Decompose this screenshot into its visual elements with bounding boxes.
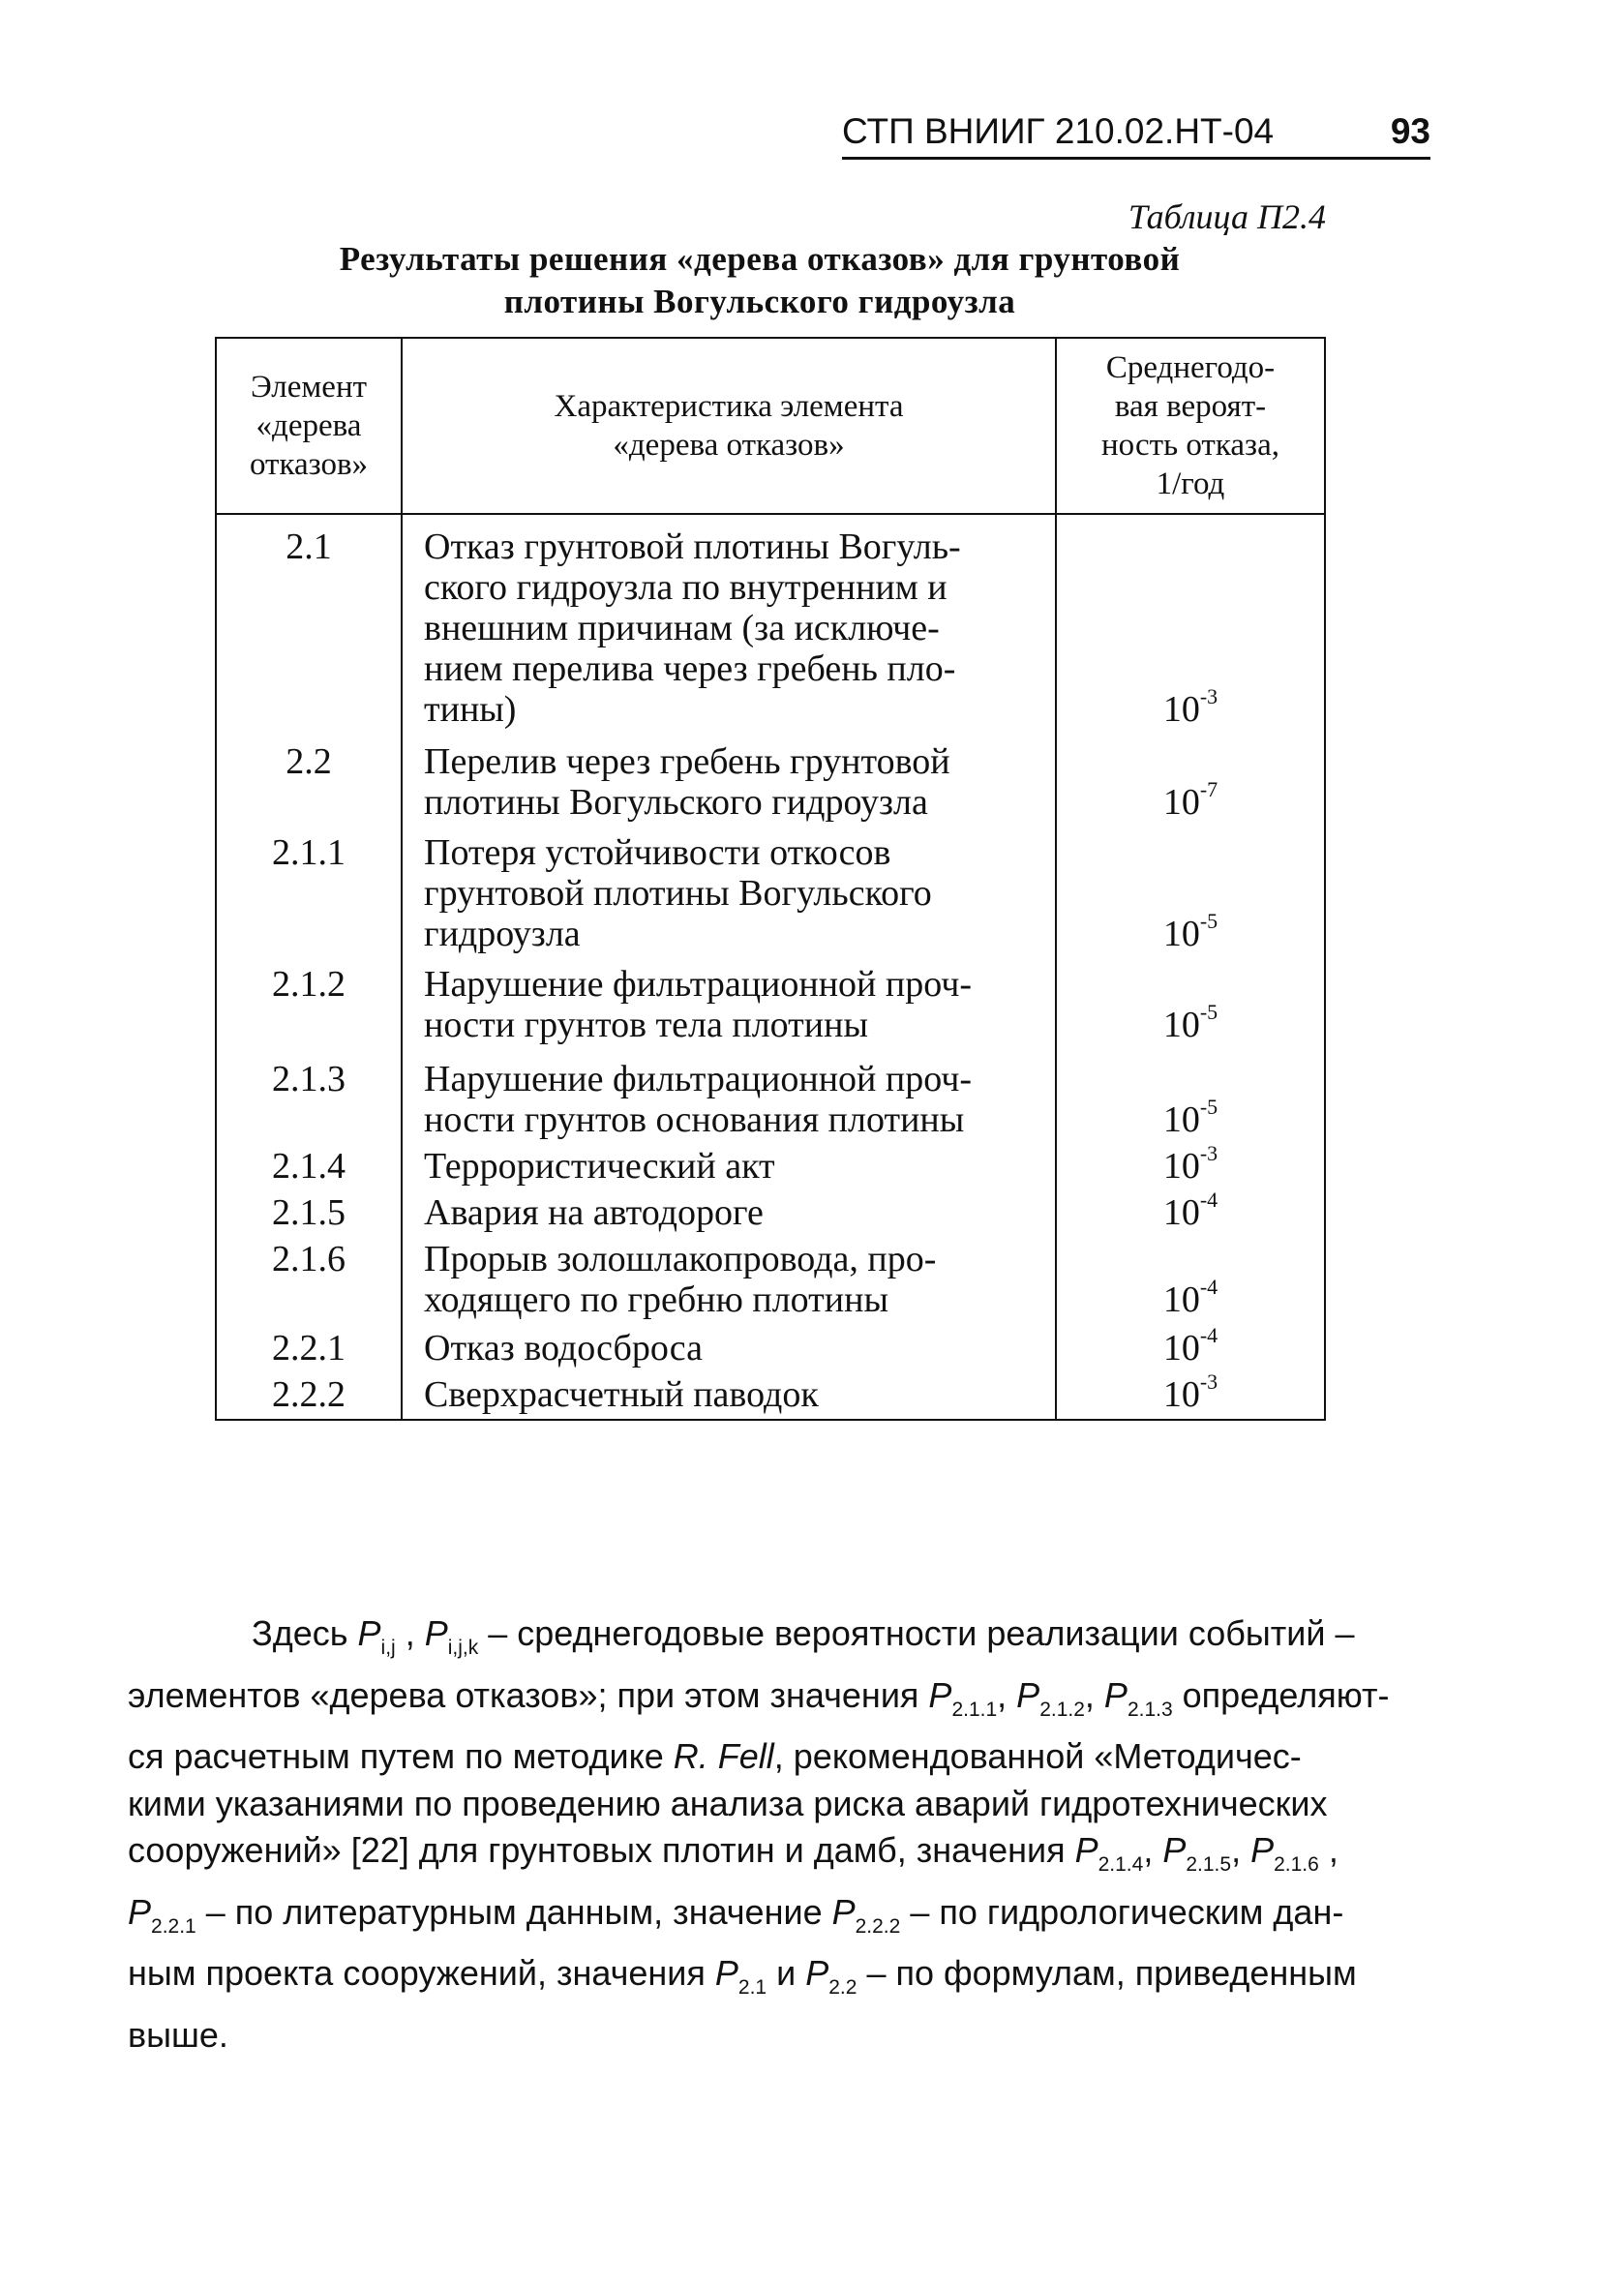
header-line: Среднегодо- xyxy=(1105,350,1276,385)
header-line: 1/год xyxy=(1156,466,1225,501)
header-line: Характеристика элемента xyxy=(554,389,904,424)
probability-base: 10 xyxy=(1162,1099,1200,1140)
element-code xyxy=(216,823,402,954)
element-description xyxy=(402,1320,1056,1369)
paragraph-line: Здесь $P_{i,j}$ , $P_{i,j,k}$ – среднегодовые вероятности реализации событий – xyxy=(252,1613,1355,1659)
fault-tree-results-table xyxy=(215,337,1326,1421)
probability-base: 10 xyxy=(1162,1279,1200,1320)
header-characteristic xyxy=(402,338,1056,514)
description-line: плотины Вогульского гидроузла xyxy=(424,782,928,823)
document-code: СТП ВНИИГ 210.02.НТ-04 xyxy=(842,111,1275,151)
element-code xyxy=(216,1187,402,1233)
description-line: Прорыв золошлакопровода, про- xyxy=(424,1239,937,1279)
element-code-text: 2.1.5 xyxy=(272,1192,346,1233)
element-description xyxy=(402,954,1056,1045)
page-number: 93 xyxy=(1390,111,1430,151)
explanatory-paragraph xyxy=(128,1610,1444,2059)
description-line: грунтовой плотины Вогульского xyxy=(424,873,932,914)
description-line: Отказ грунтовой плотины Вогуль- xyxy=(424,526,961,567)
probability-base: 10 xyxy=(1162,914,1200,954)
failure-probability xyxy=(1056,1140,1325,1187)
element-code-text: 2.1.4 xyxy=(272,1146,346,1187)
element-description xyxy=(402,1233,1056,1320)
element-code xyxy=(216,514,402,730)
element-description xyxy=(402,730,1056,823)
probability-base: 10 xyxy=(1162,1374,1200,1415)
description-line: Отказ водосброса xyxy=(424,1328,703,1369)
element-description xyxy=(402,1045,1056,1140)
header-line: отказов» xyxy=(249,447,369,482)
header-line: Элемент xyxy=(250,370,368,405)
description-line: внешним причинам (за исключе- xyxy=(424,608,940,648)
paragraph-line: элементов «дерева отказов»; при этом значения $P_{2.1.1}$, $P_{2.1.2}$, $P_{2.1.3}$ определяют- xyxy=(128,1674,1390,1721)
description-line: гидроузла xyxy=(424,914,581,954)
element-code xyxy=(216,1233,402,1320)
element-code xyxy=(216,1140,402,1187)
description-line: ности грунтов основания плотины xyxy=(424,1099,965,1140)
description-line: ходящего по гребню плотины xyxy=(424,1279,888,1320)
element-description xyxy=(402,1187,1056,1233)
element-code-text: 2.2 xyxy=(286,741,332,782)
running-header xyxy=(842,108,1430,160)
probability-exponent: -3 xyxy=(1199,1141,1218,1166)
description-line: Перелив через гребень грунтовой xyxy=(424,741,950,782)
paragraph-line: сооружений» [22] для грунтовых плотин и дамб, значения $P_{2.1.4}$, $P_{2.1.5}$, $P_{2.1.6}$ , xyxy=(128,1830,1338,1876)
element-code-text: 2.1.3 xyxy=(272,1059,346,1099)
paragraph-line: ным проекта сооружений, значения $P_{2.1}$ и $P_{2.2}$ – по формулам, приведенным xyxy=(128,1953,1357,1999)
probability-base: 10 xyxy=(1162,782,1200,823)
description-line: Авария на автодороге xyxy=(424,1192,764,1233)
element-description xyxy=(402,1140,1056,1187)
header-line: вая вероят- xyxy=(1114,389,1267,424)
failure-probability xyxy=(1056,730,1325,823)
table-label: Таблица П2.4 xyxy=(1128,197,1326,236)
table-row xyxy=(216,1187,1325,1233)
failure-probability xyxy=(1056,1187,1325,1233)
failure-probability xyxy=(1056,1045,1325,1140)
probability-exponent: -5 xyxy=(1199,909,1218,934)
probability-exponent: -3 xyxy=(1199,684,1218,709)
author-name: R. Fell xyxy=(673,1736,774,1776)
element-code xyxy=(216,1045,402,1140)
table-row xyxy=(216,823,1325,954)
table-row xyxy=(216,1233,1325,1320)
probability-base: 10 xyxy=(1162,689,1200,730)
probability-exponent: -3 xyxy=(1199,1369,1218,1395)
paragraph-line: $P_{2.2.1}$ – по литературным данным, значение $P_{2.2.2}$ – по гидрологическим дан- xyxy=(128,1891,1344,1938)
table-row xyxy=(216,514,1325,730)
failure-probability xyxy=(1056,1233,1325,1320)
element-description xyxy=(402,514,1056,730)
failure-probability xyxy=(1056,1369,1325,1420)
failure-probability xyxy=(1056,954,1325,1045)
probability-base: 10 xyxy=(1162,1192,1200,1233)
table-title-line: плотины Вогульского гидроузла xyxy=(503,283,1016,320)
header-probability xyxy=(1056,338,1325,514)
probability-exponent: -7 xyxy=(1199,777,1218,802)
element-description xyxy=(402,823,1056,954)
description-line: нием перелива через гребень пло- xyxy=(424,648,956,689)
failure-probability xyxy=(1056,823,1325,954)
element-code-text: 2.1.1 xyxy=(272,832,346,873)
table-row xyxy=(216,954,1325,1045)
description-line: ского гидроузла по внутренним и xyxy=(424,567,947,608)
element-description xyxy=(402,1369,1056,1420)
element-code xyxy=(216,730,402,823)
element-code-text: 2.2.2 xyxy=(272,1374,346,1415)
description-line: Сверхрасчетный паводок xyxy=(424,1374,819,1415)
element-code xyxy=(216,954,402,1045)
table-header-row xyxy=(216,338,1325,514)
table-row xyxy=(216,1045,1325,1140)
description-line: тины) xyxy=(424,689,517,730)
probability-exponent: -4 xyxy=(1199,1188,1218,1213)
element-code xyxy=(216,1369,402,1420)
probability-base: 10 xyxy=(1162,1005,1200,1045)
description-line: ности грунтов тела плотины xyxy=(424,1005,868,1045)
table-title xyxy=(213,238,1307,323)
probability-base: 10 xyxy=(1162,1328,1200,1369)
table-row xyxy=(216,1320,1325,1369)
description-line: Потеря устойчивости откосов xyxy=(424,832,891,873)
failure-probability xyxy=(1056,1320,1325,1369)
description-line: Террористический акт xyxy=(424,1146,775,1187)
probability-exponent: -4 xyxy=(1199,1323,1218,1348)
probability-base: 10 xyxy=(1162,1146,1200,1187)
header-line: «дерева xyxy=(256,408,362,443)
description-line: Нарушение фильтрационной проч- xyxy=(424,1059,973,1099)
header-line: «дерева отказов» xyxy=(613,428,845,463)
probability-exponent: -5 xyxy=(1199,1000,1218,1025)
element-code-text: 2.1.6 xyxy=(272,1239,346,1279)
element-code-text: 2.2.1 xyxy=(272,1328,346,1369)
table-row xyxy=(216,1369,1325,1420)
table-row xyxy=(216,730,1325,823)
table-row xyxy=(216,1140,1325,1187)
paragraph-line: кими указаниями по проведению анализа риска аварий гидротехнических xyxy=(128,1783,1328,1823)
header-line: ность отказа, xyxy=(1101,428,1279,463)
header-element xyxy=(216,338,402,514)
probability-exponent: -5 xyxy=(1199,1095,1218,1120)
failure-probability xyxy=(1056,514,1325,730)
element-code-text: 2.1.2 xyxy=(272,964,346,1005)
probability-exponent: -4 xyxy=(1199,1275,1218,1300)
table-body xyxy=(216,514,1325,1420)
table-title-line: Результаты решения «дерева отказов» для грунтовой xyxy=(339,240,1181,278)
paragraph-line: ся расчетным путем по методике R. Fell, рекомендованной «Методичес- xyxy=(128,1736,1302,1776)
element-code-text: 2.1 xyxy=(286,526,332,567)
paragraph-line: выше. xyxy=(128,2014,228,2055)
element-code xyxy=(216,1320,402,1369)
description-line: Нарушение фильтрационной проч- xyxy=(424,964,973,1005)
